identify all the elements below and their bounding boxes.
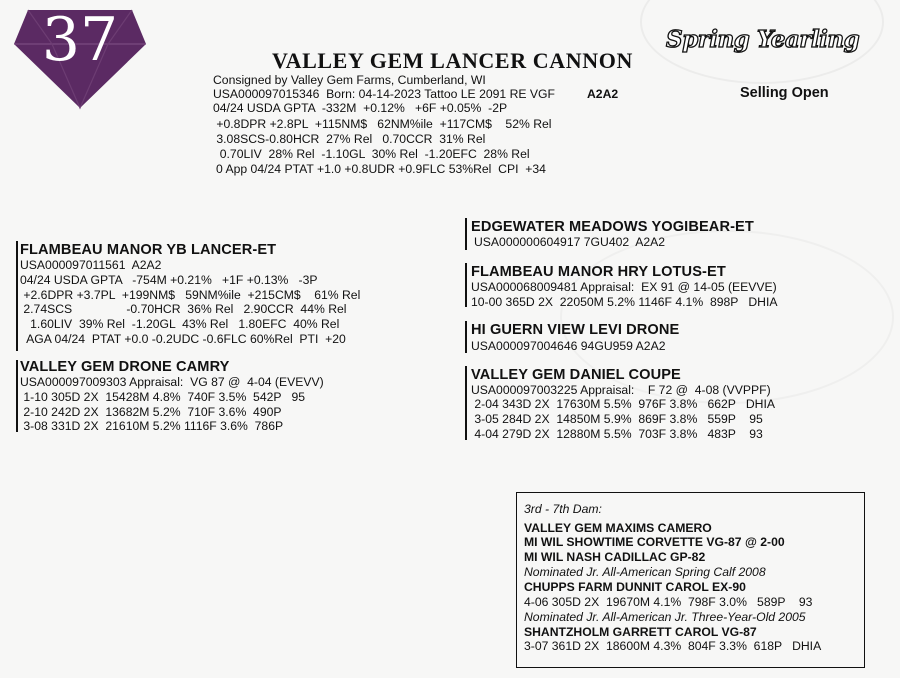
- pedigree-bracket: [465, 366, 467, 440]
- pedigree-bracket: [465, 218, 467, 250]
- dam-dam-line: 3-05 284D 2X 14850M 5.9% 869F 3.8% 559P 95: [471, 412, 763, 426]
- sire-line: 2.74SCS -0.70HCR 36% Rel 2.90CCR 44% Rel: [20, 302, 347, 316]
- animal-line: 3.08SCS-0.80HCR 27% Rel 0.70CCR 31% Rel: [213, 132, 486, 146]
- dam-line: 2-10 242D 2X 13682M 5.2% 710F 3.6% 490P: [20, 405, 282, 419]
- sire-dam-line: 10-00 365D 2X 22050M 5.2% 1146F 4.1% 898P DHIA: [471, 295, 778, 309]
- sire-line: 04/24 USDA GPTA -754M +0.21% +1F +0.13% -3P: [20, 273, 318, 287]
- animal-line: +0.8DPR +2.8PL +115NM$ 62NM%ile +117CM$ 52% Rel: [213, 117, 552, 131]
- pedigree-bracket: [465, 321, 467, 353]
- dam-line: USA000097009303 Appraisal: VG 87 @ 4-04 (EVEVV): [20, 375, 324, 389]
- extended-dam-line: MI WIL SHOWTIME CORVETTE VG-87 @ 2-00: [524, 535, 785, 549]
- animal-line: 0 App 04/24 PTAT +1.0 +0.8UDR +0.9FLC 53%Rel CPI +34: [216, 162, 546, 176]
- animal-line: 0.70LIV 28% Rel -1.10GL 30% Rel -1.20EFC 28% Rel: [213, 147, 530, 161]
- dam-line: 3-08 331D 2X 21610M 5.2% 1116F 3.6% 786P: [20, 419, 284, 433]
- dam-sire-line: USA000097004646 94GU959 A2A2: [471, 339, 666, 353]
- animal-line: 04/24 USDA GPTA -332M +0.12% +6F +0.05% -2P: [213, 101, 508, 115]
- dam-name: VALLEY GEM DRONE CAMRY: [20, 359, 230, 375]
- dam-dam-line: 2-04 343D 2X 17630M 5.5% 976F 3.8% 662P DHIA: [471, 397, 775, 411]
- animal-name: VALLEY GEM LANCER CANNON: [272, 48, 633, 73]
- extended-dam-line: VALLEY GEM MAXIMS CAMERO: [524, 521, 712, 535]
- extended-dam-line: Nominated Jr. All-American Jr. Three-Year-Old 2005: [524, 610, 806, 624]
- sire-line: 1.60LIV 39% Rel -1.20GL 43% Rel 1.80EFC 40% Rel: [20, 317, 340, 331]
- extended-dam-line: CHUPPS FARM DUNNIT CAROL EX-90: [524, 580, 746, 594]
- sire-dam-name: FLAMBEAU MANOR HRY LOTUS-ET: [471, 264, 726, 280]
- extended-dam-line: 4-06 305D 2X 19670M 4.1% 798F 3.0% 589P 93: [524, 595, 813, 609]
- dam-line: 1-10 305D 2X 15428M 4.8% 740F 3.5% 542P 95: [20, 390, 306, 404]
- pedigree-bracket: [16, 360, 18, 432]
- sire-line: USA000097011561 A2A2: [20, 258, 162, 272]
- sire-sire-name: EDGEWATER MEADOWS YOGIBEAR-ET: [471, 219, 754, 235]
- extended-dam-line: SHANTZHOLM GARRETT CAROL VG-87: [524, 625, 757, 639]
- session-label: Spring Yearling: [666, 26, 860, 53]
- dam-dam-name: VALLEY GEM DANIEL COUPE: [471, 367, 681, 383]
- animal-line: USA000097015346 Born: 04-14-2023 Tattoo LE 2091 RE VGF: [213, 87, 555, 101]
- pedigree-bracket: [465, 263, 467, 307]
- dam-dam-line: USA000097003225 Appraisal: F 72 @ 4-08 (VVPPF): [471, 383, 771, 397]
- a2-badge: A2A2: [587, 87, 619, 101]
- pedigree-bracket: [16, 241, 18, 351]
- extended-dams-heading: 3rd - 7th Dam:: [524, 502, 602, 516]
- sire-sire-line: USA000000604917 7GU402 A2A2: [474, 235, 666, 249]
- sire-name: FLAMBEAU MANOR YB LANCER-ET: [20, 242, 277, 258]
- extended-dam-line: 3-07 361D 2X 18600M 4.3% 804F 3.3% 618P DHIA: [524, 639, 822, 653]
- dam-sire-name: HI GUERN VIEW LEVI DRONE: [471, 322, 680, 338]
- lot-number: 37: [41, 5, 119, 75]
- sire-line: +2.6DPR +3.7PL +199NM$ 59NM%ile +215CM$ 61% Rel: [20, 288, 361, 302]
- sire-dam-line: USA000068009481 Appraisal: EX 91 @ 14-05 (EEVVE): [471, 280, 777, 294]
- selling-status: Selling Open: [740, 85, 829, 101]
- extended-dam-line: MI WIL NASH CADILLAC GP-82: [524, 550, 706, 564]
- sire-line: AGA 04/24 PTAT +0.0 -0.2UDC -0.6FLC 60%Rel PTI +20: [20, 332, 346, 346]
- animal-line: Consigned by Valley Gem Farms, Cumberland, WI: [213, 73, 486, 87]
- extended-dam-line: Nominated Jr. All-American Spring Calf 2008: [524, 565, 766, 579]
- dam-dam-line: 4-04 279D 2X 12880M 5.5% 703F 3.8% 483P 93: [471, 427, 763, 441]
